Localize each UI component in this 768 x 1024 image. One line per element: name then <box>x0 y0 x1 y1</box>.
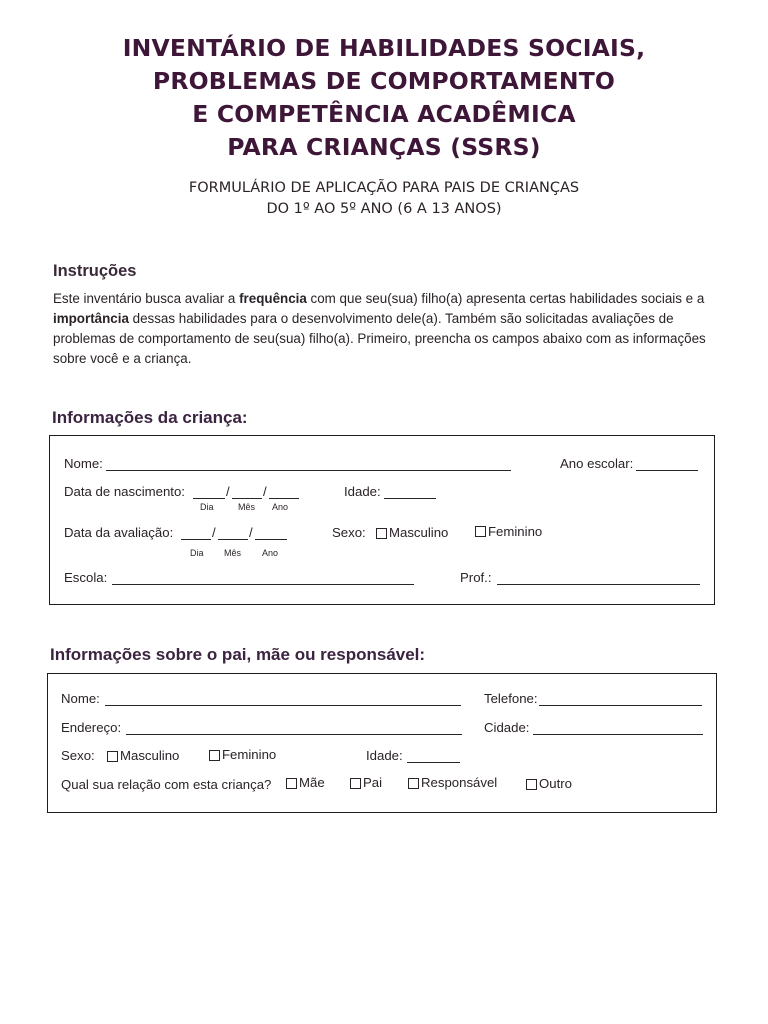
parent-address-field[interactable] <box>126 734 462 735</box>
eval-day-field[interactable] <box>181 539 211 540</box>
relation-mother-checkbox[interactable] <box>286 778 297 789</box>
parent-sex-male-label: Masculino <box>120 748 180 763</box>
parent-phone-field[interactable] <box>539 705 702 706</box>
eval-slash-2: / <box>249 525 253 540</box>
child-grade-field[interactable] <box>636 470 698 471</box>
child-name-label: Nome: <box>64 456 103 471</box>
instructions-text <box>53 289 715 369</box>
birth-year-field[interactable] <box>269 498 299 499</box>
eval-year-field[interactable] <box>255 539 287 540</box>
parent-age-field[interactable] <box>407 762 460 763</box>
parent-phone-label: Telefone: <box>484 691 538 706</box>
birth-year-caption: Ano <box>272 502 289 512</box>
parent-sex-label: Sexo: <box>61 748 95 763</box>
child-sex-male-label: Masculino <box>389 525 449 540</box>
school-field[interactable] <box>112 584 414 585</box>
relation-guardian-checkbox[interactable] <box>408 778 419 789</box>
parent-city-field[interactable] <box>533 734 703 735</box>
parent-info-box <box>47 673 717 813</box>
instructions-importance-term: importância <box>53 311 129 326</box>
child-sex-male-checkbox[interactable] <box>376 528 387 539</box>
relation-question: Qual sua relação com esta criança? <box>61 777 272 792</box>
child-grade-label: Ano escolar: <box>560 456 634 471</box>
child-age-field[interactable] <box>384 498 436 499</box>
relation-mother-label: Mãe <box>299 775 325 790</box>
eval-slash-1: / <box>212 525 216 540</box>
school-label: Escola: <box>64 570 108 585</box>
relation-father-label: Pai <box>363 775 383 790</box>
relation-guardian-label: Responsável <box>421 775 498 790</box>
child-sex-label: Sexo: <box>332 525 366 540</box>
parent-name-label: Nome: <box>61 691 100 706</box>
title-line-2: PROBLEMAS DE COMPORTAMENTO <box>152 67 616 95</box>
subtitle-line-1: FORMULÁRIO DE APLICAÇÃO PARA PAIS DE CRIANÇAS <box>188 180 580 196</box>
instructions-text-part-3: dessas habilidades para o desenvolvimento dele(a). Também são solicitadas avaliações de problemas de comportamento de seu(sua) filho(a). Primeiro, preencha os campos abaixo com as informações sobre você e a criança. <box>53 311 706 366</box>
instructions-heading: Instruções <box>53 262 137 280</box>
parent-name-field[interactable] <box>105 705 461 706</box>
title-line-3: E COMPETÊNCIA ACADÊMICA <box>192 100 576 128</box>
birth-month-field[interactable] <box>232 498 262 499</box>
relation-father-checkbox[interactable] <box>350 778 361 789</box>
birth-month-caption: Mês <box>238 502 256 512</box>
child-birth-label: Data de nascimento: <box>64 484 185 499</box>
child-info-box <box>49 435 715 605</box>
parent-age-label: Idade: <box>366 748 403 763</box>
parent-info-heading: Informações sobre o pai, mãe ou responsável: <box>50 645 426 664</box>
birth-day-field[interactable] <box>193 498 225 499</box>
parent-sex-female-checkbox[interactable] <box>209 750 220 761</box>
teacher-label: Prof.: <box>460 570 492 585</box>
relation-other-label: Outro <box>539 776 572 791</box>
birth-day-caption: Dia <box>200 502 214 512</box>
instructions-text-part-1: Este inventário busca avaliar a <box>53 291 240 306</box>
birth-slash-1: / <box>226 484 230 499</box>
birth-slash-2: / <box>263 484 267 499</box>
parent-address-label: Endereço: <box>61 720 122 735</box>
instructions-text-part-2: com que seu(sua) filho(a) apresenta certas habilidades sociais e a <box>306 291 705 306</box>
parent-sex-male-checkbox[interactable] <box>107 751 118 762</box>
form-title <box>0 32 768 164</box>
eval-month-caption: Mês <box>224 548 242 558</box>
child-age-label: Idade: <box>344 484 381 499</box>
eval-year-caption: Ano <box>262 548 279 558</box>
instructions-frequency-term: frequência <box>239 291 307 306</box>
parent-sex-female-label: Feminino <box>222 747 277 762</box>
teacher-field[interactable] <box>497 584 700 585</box>
eval-month-field[interactable] <box>218 539 248 540</box>
parent-city-label: Cidade: <box>484 720 530 735</box>
form-subtitle <box>0 178 768 220</box>
title-line-4: PARA CRIANÇAS (SSRS) <box>227 133 541 161</box>
eval-date-label: Data da avaliação: <box>64 525 174 540</box>
child-info-heading: Informações da criança: <box>52 408 248 427</box>
subtitle-line-2: DO 1º AO 5º ANO (6 A 13 ANOS) <box>266 201 502 217</box>
child-sex-female-checkbox[interactable] <box>475 526 486 537</box>
title-line-1: INVENTÁRIO DE HABILIDADES SOCIAIS, <box>122 34 646 62</box>
relation-other-checkbox[interactable] <box>526 779 537 790</box>
child-sex-female-label: Feminino <box>488 524 543 539</box>
child-name-field[interactable] <box>106 470 511 471</box>
eval-day-caption: Dia <box>190 548 204 558</box>
